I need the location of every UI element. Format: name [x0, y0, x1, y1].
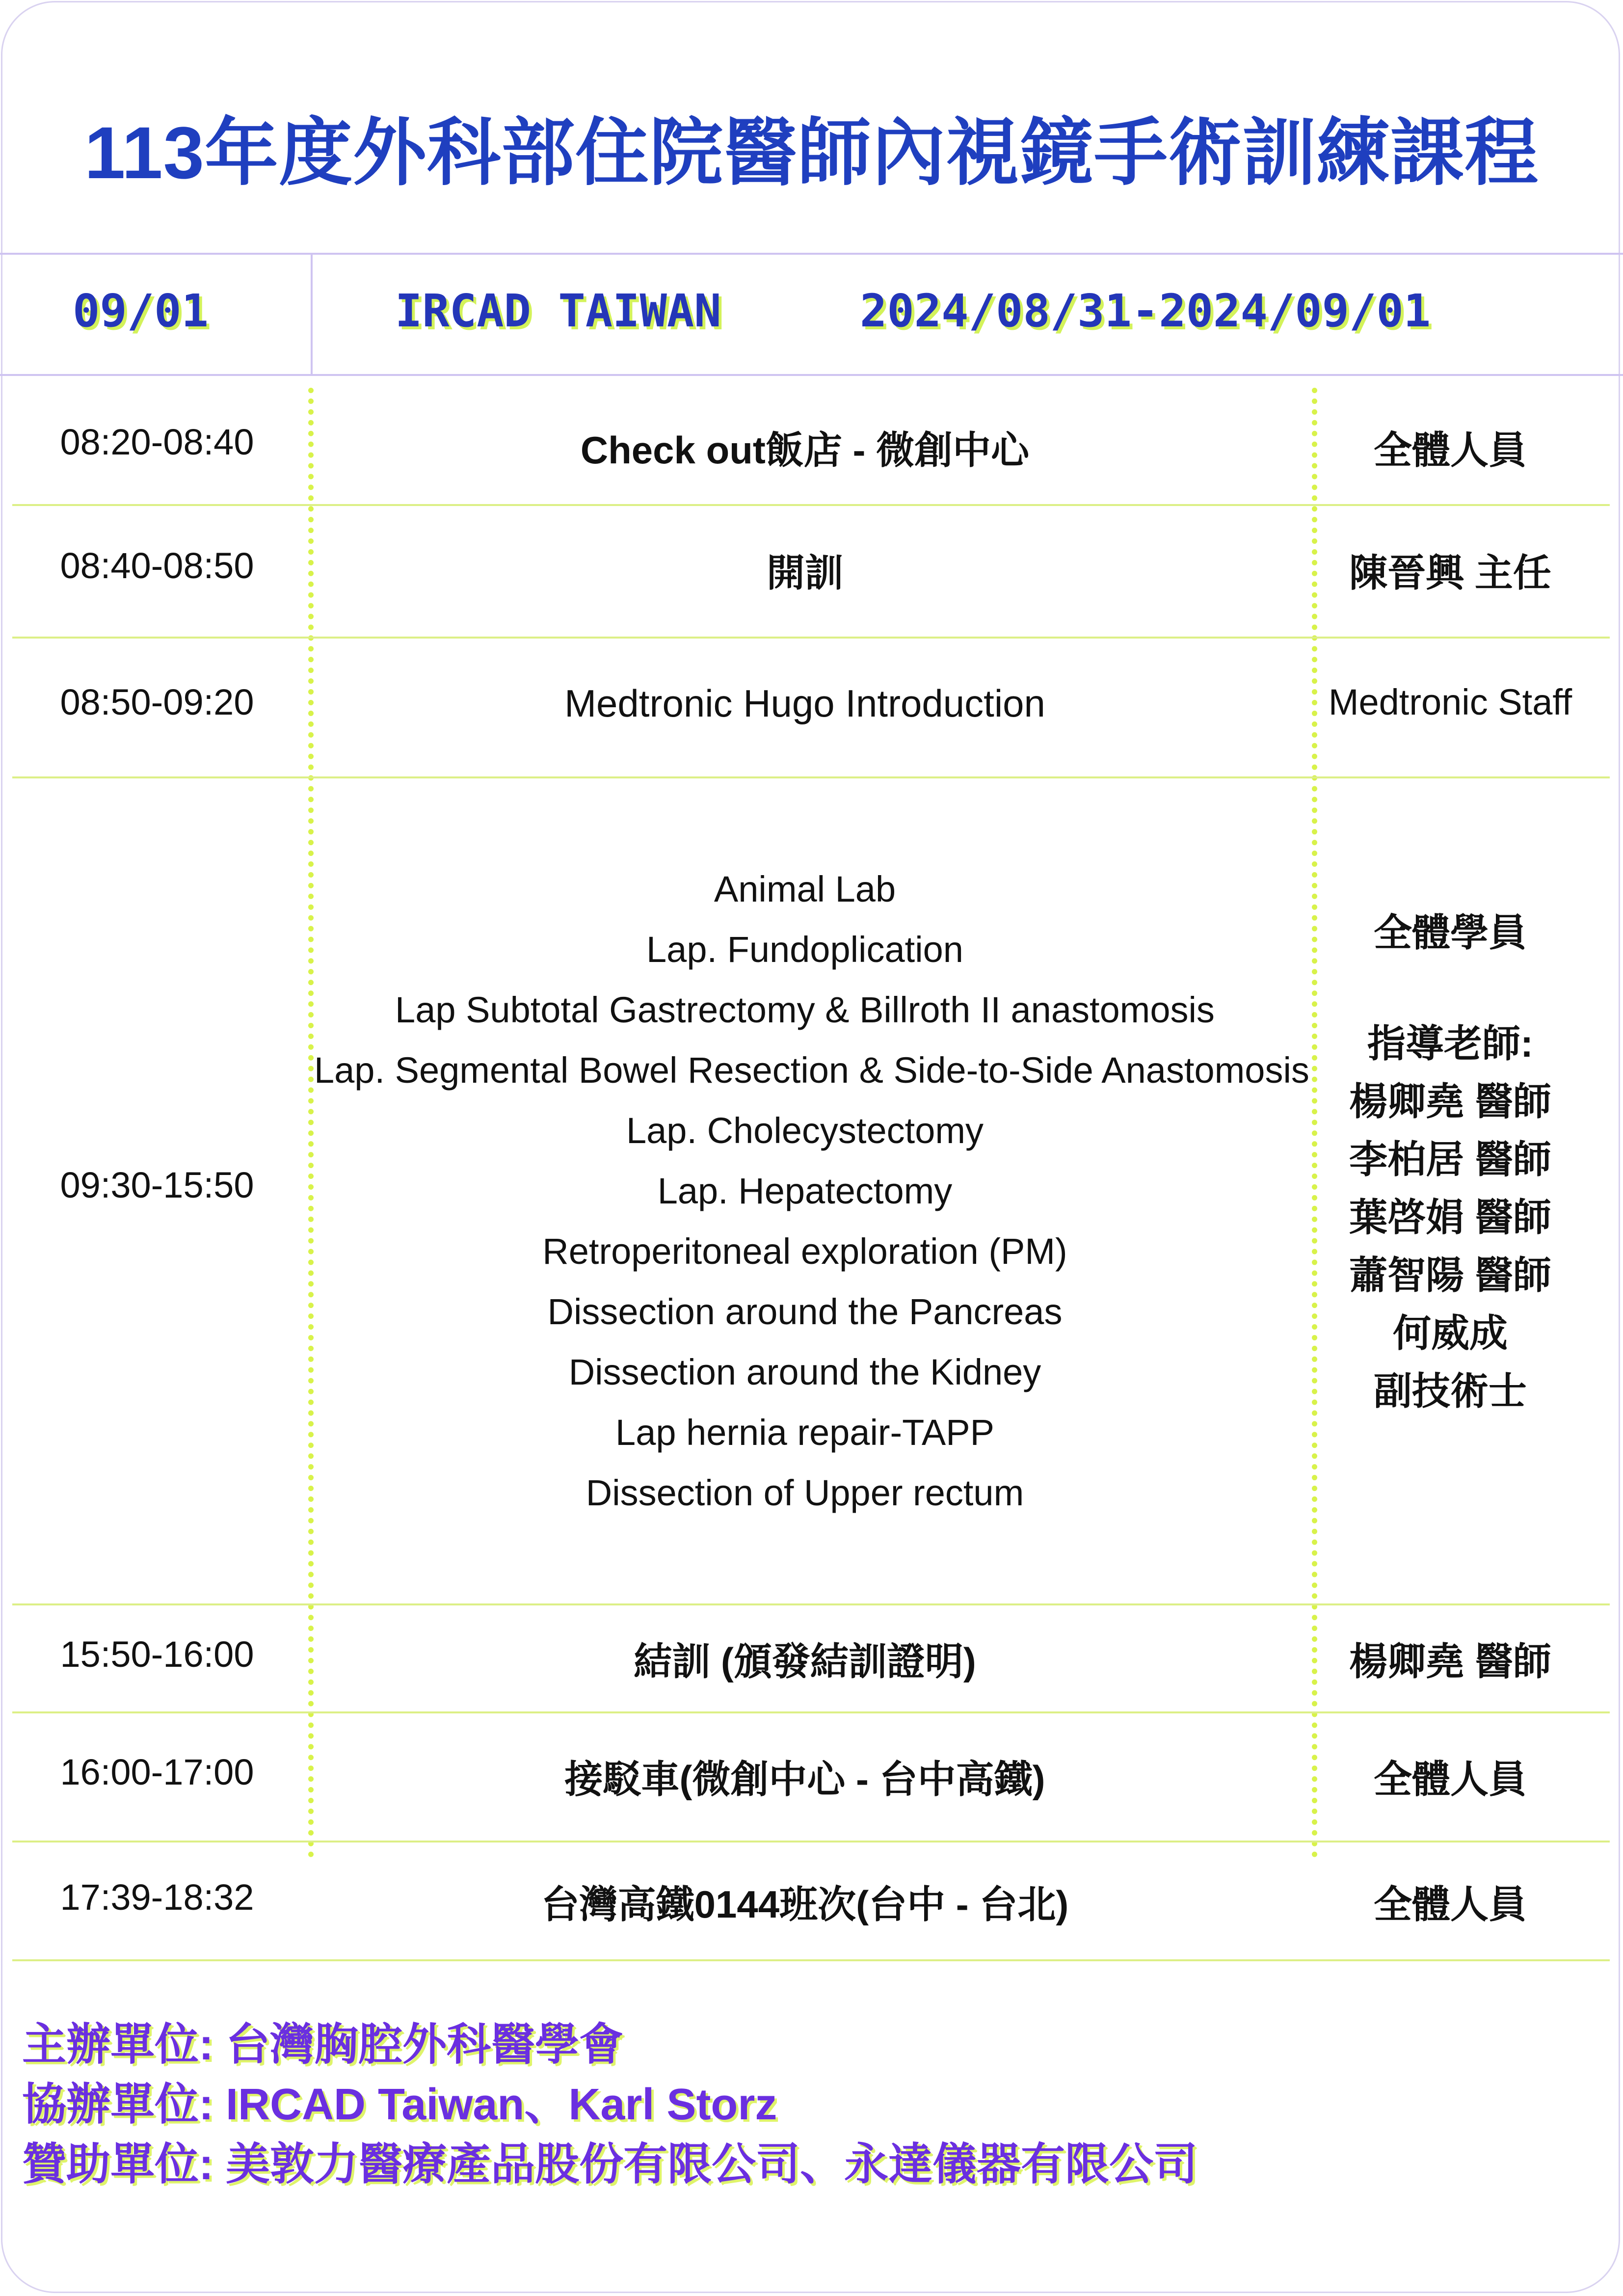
- instructors-label: 指導老師:: [1367, 1022, 1533, 1065]
- row-2-time: 08:40-08:50: [60, 545, 254, 586]
- row-divider: [12, 637, 1610, 639]
- instructor: 李柏居 醫師: [1349, 1138, 1551, 1181]
- footer-credits: [22, 2015, 1197, 2194]
- header-bottom-divider: [0, 374, 1623, 376]
- instructor: 楊卿堯 醫師: [1349, 1080, 1551, 1123]
- row-7-time: 17:39-18:32: [60, 1877, 254, 1918]
- header-day: 09/01: [73, 285, 209, 337]
- row-5-activity: 結訓 (頒發結訓證明): [634, 1640, 976, 1683]
- lab-item: Dissection around the Kidney: [568, 1352, 1041, 1392]
- header-column-divider: [311, 254, 313, 374]
- header-venue: IRCAD TAIWAN: [395, 285, 721, 337]
- lab-item: Lap. Segmental Bowel Resection & Side-to-Side Anastomosis: [314, 1050, 1309, 1091]
- instructor: 副技術士: [1373, 1369, 1527, 1413]
- row-divider: [12, 504, 1610, 506]
- lab-item: Lap hernia repair-TAPP: [615, 1412, 994, 1453]
- row-6-time: 16:00-17:00: [60, 1752, 254, 1792]
- row-3-who: Medtronic Staff: [1328, 682, 1572, 722]
- lab-item: Lap. Fundoplication: [646, 929, 963, 970]
- row-7-activity: 台灣高鐵0144班次(台中 - 台北): [541, 1883, 1069, 1926]
- row-divider: [12, 1711, 1610, 1713]
- row-1-time: 08:20-08:40: [60, 422, 254, 462]
- lab-item: Lap. Hepatectomy: [657, 1171, 953, 1211]
- row-3-activity: Medtronic Hugo Introduction: [564, 682, 1045, 725]
- row-3-time: 08:50-09:20: [60, 682, 254, 722]
- row-5-time: 15:50-16:00: [60, 1634, 254, 1675]
- row-divider: [12, 1603, 1610, 1605]
- row-2-who: 陳晉興 主任: [1349, 551, 1551, 594]
- instructor: 蕭智陽 醫師: [1349, 1254, 1551, 1297]
- header-date-range: 2024/08/31-2024/09/01: [860, 285, 1431, 337]
- lab-item: Dissection around the Pancreas: [547, 1291, 1063, 1332]
- time-column-separator: [308, 388, 314, 1858]
- row-1-who: 全體人員: [1373, 428, 1527, 472]
- page-title: 113年度外科部住院醫師內視鏡手術訓練課程: [84, 111, 1539, 194]
- header-top-divider: [0, 253, 1623, 255]
- lab-item-list: [314, 859, 1309, 1523]
- instructor: 葉啓娟 醫師: [1349, 1196, 1551, 1239]
- row-7-who: 全體人員: [1373, 1883, 1527, 1926]
- row-4-time: 09:30-15:50: [60, 1165, 254, 1205]
- row-divider: [12, 776, 1610, 778]
- co-organizer-line: 協辦單位: IRCAD Taiwan、Karl Storz: [22, 2080, 777, 2129]
- instructor-list: [1320, 1015, 1580, 1420]
- row-5-who: 楊卿堯 醫師: [1349, 1640, 1551, 1683]
- row-6-who: 全體人員: [1373, 1758, 1527, 1801]
- row-2-activity: 開訓: [766, 551, 843, 594]
- lab-participants: 全體學員: [1373, 911, 1527, 954]
- row-6-activity: 接駁車(微創中心 - 台中高鐵): [564, 1758, 1045, 1801]
- sponsor-line: 贊助單位: 美敦力醫療產品股份有限公司、永達儀器有限公司: [22, 2140, 1197, 2189]
- lab-item: Animal Lab: [714, 869, 896, 909]
- lab-item: Lap. Cholecystectomy: [626, 1110, 984, 1151]
- lab-item: Dissection of Upper rectum: [585, 1472, 1024, 1513]
- lab-item: Retroperitoneal exploration (PM): [542, 1231, 1067, 1272]
- organizer-line: 主辦單位: 台灣胸腔外科醫學會: [22, 2020, 623, 2069]
- row-1-activity: Check out飯店 - 微創中心: [580, 428, 1030, 472]
- lab-item: Lap Subtotal Gastrectomy & Billroth II anastomosis: [395, 989, 1215, 1030]
- row-divider: [12, 1841, 1610, 1842]
- row-divider: [12, 1959, 1610, 1961]
- instructor: 何威成: [1392, 1311, 1508, 1355]
- who-column-separator: [1312, 388, 1317, 1858]
